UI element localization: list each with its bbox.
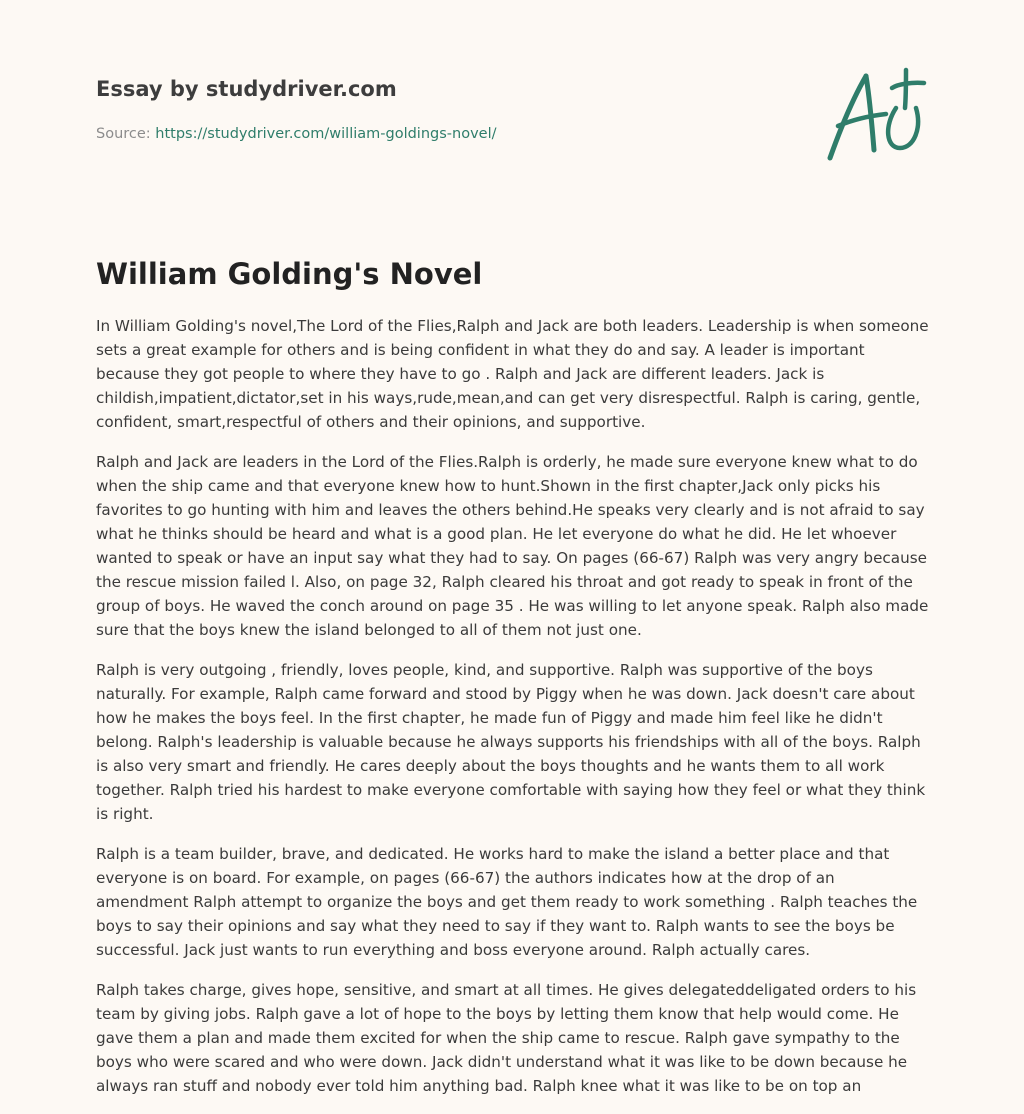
essay-title: William Golding's Novel xyxy=(96,257,483,291)
essay-paragraph: Ralph takes charge, gives hope, sensitive, and smart at all times. He gives delegateddeligated orders to his team by giving jobs. Ralph gave a lot of hope to the boys by letting them know that help would come. He gave them a plan and made them excited for when the ship came to rescue. Ralph gave sympathy to the boys who were scared and who were down. Jack didn't understand what it was like to be down because he always ran stuff and nobody ever told him anything bad. Ralph knee what it was like to be on top an xyxy=(96,981,917,1095)
site-title: Essay by studydriver.com xyxy=(96,77,397,101)
essay-paragraph: Ralph is very outgoing , friendly, loves people, kind, and supportive. Ralph was supportive of the boys naturally. For example, Ralph came forward and stood by Piggy when he was down. Jack doesn't care about how he makes the boys feel. In the first chapter, he made fun of Piggy and made him feel like he didn't belong. Ralph's leadership is valuable because he always supports his friendships with all of the boys. Ralph is also very smart and friendly. He cares deeply about the boys thoughts and he wants them to all work together. Ralph tried his hardest to make everyone comfortable with saying how they feel or what they think is right. xyxy=(96,661,926,823)
essay-body xyxy=(96,314,930,1114)
page-header xyxy=(96,74,796,144)
a-plus-logo-icon xyxy=(822,66,928,166)
essay-paragraph: Ralph is a team builder, brave, and dedicated. He works hard to make the island a better place and that everyone is on board. For example, on pages (66-67) the authors indicates how at the drop of an amendment Ralph attempt to organize the boys and get them ready to work something . Ralph teaches the boys to say their opinions and say what they need to say if they want to. Ralph wants to see the boys be successful. Jack just wants to run everything and boss everyone around. Ralph actually cares. xyxy=(96,845,918,959)
essay-paragraph: In William Golding's novel,The Lord of the Flies,Ralph and Jack are both leaders. Leadership is when someone sets a great example for others and is being confident in what they do and say. A leader is important because they got people to where they have to go . Ralph and Jack are different leaders. Jack is childish,impatient,dictator,set in his ways,rude,mean,and can get very disrespectful. Ralph is caring, gentle, confident, smart,respectful of others and their opinions, and supportive. xyxy=(96,317,929,431)
source-label: Source: xyxy=(96,126,151,142)
source-link[interactable]: https://studydriver.com/william-goldings-novel/ xyxy=(155,126,497,142)
source-line xyxy=(96,124,796,144)
essay-paragraph: Ralph and Jack are leaders in the Lord of the Flies.Ralph is orderly, he made sure everyone knew what to do when the ship came and that everyone knew how to hunt.Shown in the first chapter,Jack only picks his favorites to go hunting with him and leaves the others behind.He speaks very clearly and is not afraid to say what he thinks should be heard and what is a good plan. He let everyone do what he did. He let whoever wanted to speak or have an input say what they had to say. On pages (66-67) Ralph was very angry because the rescue mission failed l. Also, on page 32, Ralph cleared his throat and got ready to speak in front of the group of boys. He waved the conch around on page 35 . He was willing to let anyone speak. Ralph also made sure that the boys knew the island belonged to all of them not just one. xyxy=(96,453,929,639)
